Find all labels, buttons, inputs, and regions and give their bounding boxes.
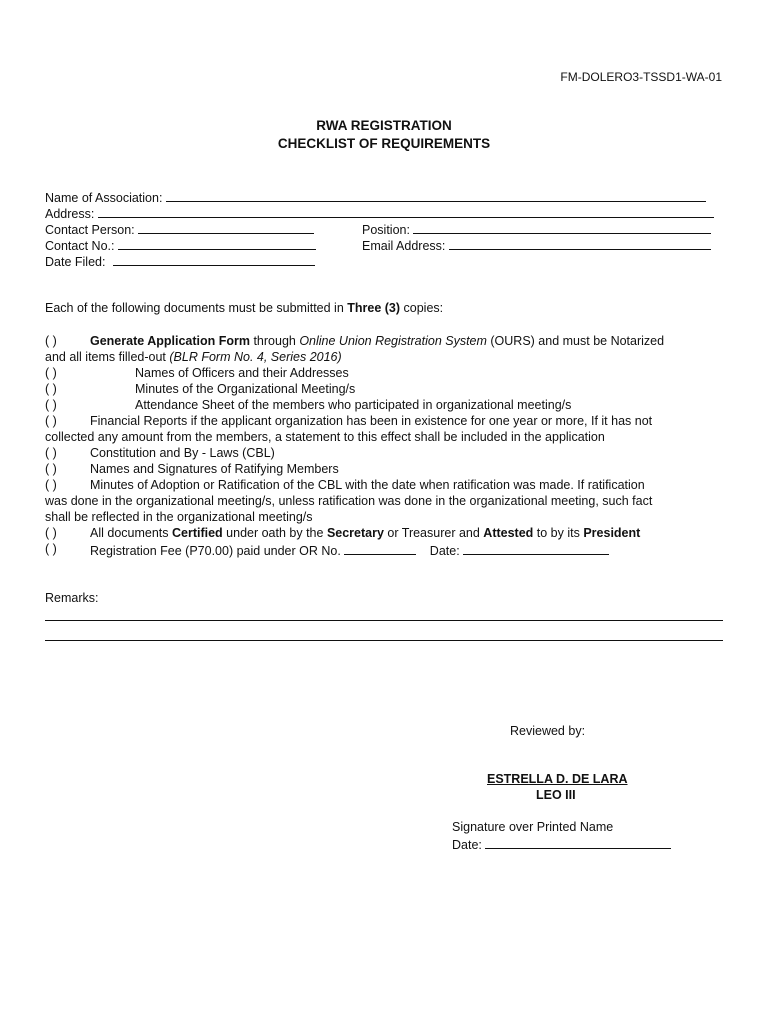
association-line[interactable] (166, 189, 706, 202)
email-field[interactable] (362, 237, 711, 253)
contact-no-label: Contact No.: (45, 239, 115, 253)
position-field[interactable] (362, 221, 711, 237)
date-filed-label: Date Filed: (45, 255, 106, 269)
address-label: Address: (45, 207, 95, 221)
item-1-bold: Generate Application Form (90, 334, 250, 348)
item-3: Minutes of the Organizational Meeting/s (135, 382, 356, 396)
checkbox-3[interactable]: ( ) (45, 382, 57, 396)
remarks-line-1[interactable] (45, 620, 723, 621)
checkbox-8[interactable]: ( ) (45, 478, 57, 492)
checkbox-6[interactable]: ( ) (45, 446, 57, 460)
contact-person-label: Contact Person: (45, 223, 135, 237)
date-filed-line[interactable] (113, 253, 315, 266)
contact-person-line[interactable] (138, 221, 314, 234)
signature-date-line[interactable] (485, 836, 671, 849)
email-line[interactable] (449, 237, 711, 250)
signature-label: Signature over Printed Name (452, 820, 614, 834)
checkbox-9[interactable]: ( ) (45, 526, 57, 540)
item-1-line2-text: and all items filled-out (45, 350, 170, 364)
checkbox-7[interactable]: ( ) (45, 462, 57, 476)
item-1-line2 (45, 350, 342, 364)
date-filed-field[interactable] (45, 253, 315, 269)
position-label: Position: (362, 223, 410, 237)
reviewer-title: LEO III (536, 788, 576, 802)
email-label: Email Address: (362, 239, 446, 253)
item-9-certified: Certified (171, 526, 223, 540)
contact-no-field[interactable] (45, 237, 316, 253)
item-9-c: under oath by the (222, 526, 327, 540)
remarks-label: Remarks: (45, 591, 99, 605)
reviewed-by-label: Reviewed by: (510, 724, 586, 738)
item-9 (90, 526, 640, 540)
checkbox-2[interactable]: ( ) (45, 366, 57, 380)
item-10 (90, 542, 609, 558)
item-9-secretary: Secretary (326, 526, 384, 540)
item-1-post: (OURS) and must be Notarized (486, 334, 665, 348)
signature-date-label: Date: (452, 838, 482, 852)
item-10-date-label: Date: (429, 544, 460, 558)
checkbox-1[interactable]: ( ) (45, 334, 57, 348)
item-4: Attendance Sheet of the members who participated in organizational meeting/s (135, 398, 572, 412)
item-9-attested: Attested (483, 526, 534, 540)
contact-person-field[interactable] (45, 221, 314, 237)
item-1-italic: Online Union Registration System (299, 334, 487, 348)
item-9-g: to by its (533, 526, 584, 540)
item-8-line1: Minutes of Adoption or Ratification of the CBL with the date when ratification was made. If ratification (90, 478, 645, 492)
remarks-line-2[interactable] (45, 640, 723, 641)
checkbox-5[interactable]: ( ) (45, 414, 57, 428)
item-5-line2: collected any amount from the members, a statement to this effect shall be included in the application (45, 430, 605, 444)
item-10-date-line[interactable] (463, 542, 609, 555)
item-1-blr-form: (BLR Form No. 4, Series 2016) (169, 350, 342, 364)
contact-no-line[interactable] (118, 237, 316, 250)
item-1-line1 (90, 334, 664, 348)
item-8-line2: was done in the organizational meeting/s, unless ratification was done in the organizational meeting, such fact (45, 494, 653, 508)
association-label: Name of Association: (45, 191, 163, 205)
item-2: Names of Officers and their Addresses (135, 366, 349, 380)
form-subtitle: CHECKLIST OF REQUIREMENTS (277, 136, 491, 151)
item-9-a: All documents (90, 526, 172, 540)
item-1-mid: through (249, 334, 300, 348)
item-10-fee: Registration Fee (P70.00) paid under OR No. (90, 544, 341, 558)
item-9-president: President (583, 526, 641, 540)
item-8-line3: shall be reflected in the organizational meeting/s (45, 510, 313, 524)
form-title: RWA REGISTRATION (316, 118, 452, 133)
address-field[interactable] (45, 205, 714, 221)
intro-copies: Three (3) (347, 301, 401, 315)
position-line[interactable] (413, 221, 711, 234)
item-7: Names and Signatures of Ratifying Members (90, 462, 339, 476)
item-5-line1: Financial Reports if the applicant organization has been in existence for one year or more, If it has not (90, 414, 653, 428)
or-number-line[interactable] (344, 542, 416, 555)
signature-date-field[interactable] (452, 836, 671, 852)
item-6: Constitution and By - Laws (CBL) (90, 446, 275, 460)
form-code: FM-DOLERO3-TSSD1-WA-01 (560, 70, 722, 84)
address-line[interactable] (98, 205, 714, 218)
item-9-e: or Treasurer and (383, 526, 484, 540)
intro-post: copies: (400, 301, 444, 315)
association-field[interactable] (45, 189, 706, 205)
intro-pre: Each of the following documents must be submitted in (45, 301, 348, 315)
intro-text (45, 301, 443, 315)
reviewer-name: ESTRELLA D. DE LARA (487, 772, 628, 786)
checkbox-4[interactable]: ( ) (45, 398, 57, 412)
checkbox-10[interactable]: ( ) (45, 542, 57, 556)
